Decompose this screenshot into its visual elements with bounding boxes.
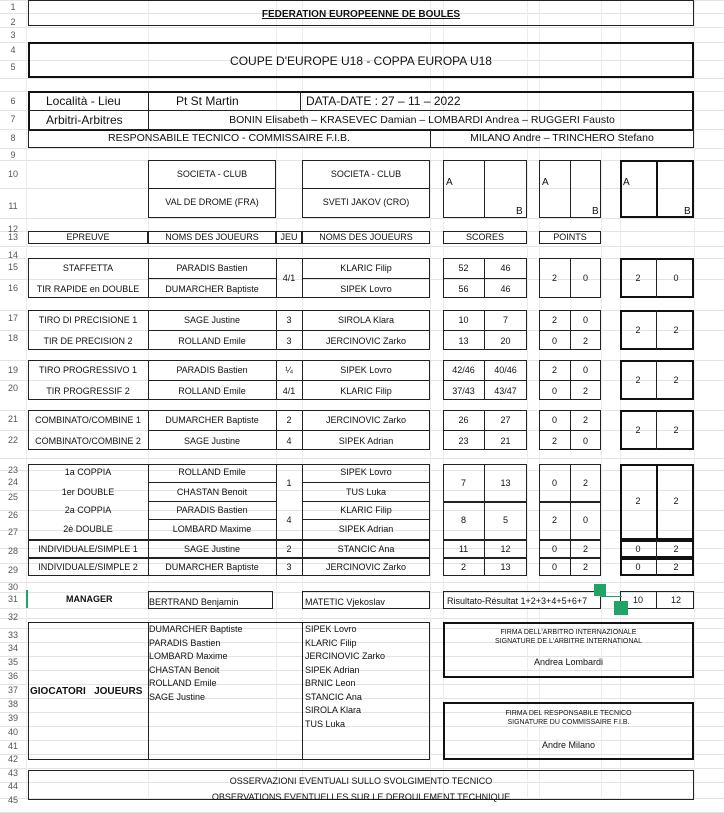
points-b-cell: 0 bbox=[582, 273, 588, 283]
score-a-cell: 42/46 bbox=[452, 365, 475, 375]
club-label-a: SOCIETA - CLUB bbox=[176, 169, 248, 179]
player-a-cell: DUMARCHER Baptiste bbox=[165, 562, 259, 572]
epreuve-cell: TIRO DI PRECISIONE 1 bbox=[38, 315, 138, 325]
epreuve-cell: TIR DE PRECISION 2 bbox=[43, 336, 133, 346]
total-b-cell: 2 bbox=[673, 562, 679, 572]
points-b-cell: 0 bbox=[582, 365, 588, 375]
col-epreuve: EPREUVE bbox=[66, 232, 110, 242]
player-a-cell: PARADIS Bastien bbox=[176, 365, 248, 375]
score-b-cell: 21 bbox=[500, 436, 511, 446]
player-a-cell: PARADIS Bastien bbox=[176, 263, 248, 273]
row-number[interactable]: 35 bbox=[7, 657, 18, 667]
row-number[interactable]: 24 bbox=[7, 477, 18, 487]
row-number[interactable]: 3 bbox=[10, 30, 16, 40]
row-number[interactable]: 25 bbox=[7, 492, 18, 502]
club-a: VAL DE DROME (FRA) bbox=[165, 197, 259, 207]
player-b-name: BRNIC Leon bbox=[305, 678, 356, 688]
total-a-cell: 2 bbox=[635, 375, 641, 385]
player-a-name: DUMARCHER Baptiste bbox=[149, 624, 243, 634]
player-a-cell: ROLLAND Emile bbox=[178, 336, 246, 346]
row-number[interactable]: 34 bbox=[7, 643, 18, 653]
row-number[interactable]: 18 bbox=[7, 333, 18, 343]
player-a-cell: DUMARCHER Baptiste bbox=[165, 415, 259, 425]
row-number[interactable]: 6 bbox=[10, 96, 16, 106]
total-b-cell: 2 bbox=[673, 325, 679, 335]
row-number[interactable]: 38 bbox=[7, 699, 18, 709]
player-b-cell: SIPEK Adrian bbox=[338, 436, 394, 446]
col-points: POINTS bbox=[553, 232, 587, 242]
score-a-cell: 11 bbox=[458, 544, 469, 554]
epreuve-cell: COMBINATO/COMBINE 2 bbox=[35, 436, 141, 446]
row-number[interactable]: 12 bbox=[7, 224, 18, 234]
col-noms-b: NOMS DES JOUEURS bbox=[319, 232, 413, 242]
club-label-b: SOCIETA - CLUB bbox=[330, 169, 402, 179]
player-a-name: ROLLAND Emile bbox=[149, 678, 217, 688]
score-a-cell: 26 bbox=[458, 415, 469, 425]
row-number[interactable]: 8 bbox=[10, 133, 16, 143]
row-number[interactable]: 1 bbox=[10, 2, 16, 12]
score-a-cell: 56 bbox=[458, 284, 469, 294]
total-b-cell: 2 bbox=[673, 544, 679, 554]
player-a-cell: DUMARCHER Baptiste bbox=[165, 284, 259, 294]
player-b-cell: STANCIC Ana bbox=[337, 544, 395, 554]
total-a-cell: 2 bbox=[635, 273, 641, 283]
row-number[interactable]: 36 bbox=[7, 671, 18, 681]
player-b-name: TUS Luka bbox=[305, 718, 346, 729]
row-number[interactable]: 17 bbox=[7, 313, 18, 323]
row-number[interactable]: 33 bbox=[7, 630, 18, 640]
score-b-cell: 46 bbox=[500, 263, 511, 273]
player-b-cell: KLARIC Filip bbox=[340, 263, 392, 273]
row-number[interactable]: 31 bbox=[7, 594, 18, 604]
epreuve-cell: INDIVIDUALE/SIMPLE 1 bbox=[38, 544, 138, 554]
total-a-cell: 2 bbox=[635, 425, 641, 435]
row-number[interactable]: 7 bbox=[10, 114, 16, 124]
player-b-cell: KLARIC Filip bbox=[340, 386, 392, 396]
scores-ab-box bbox=[443, 160, 527, 218]
points-a-cell: 0 bbox=[551, 336, 557, 346]
location-label: Località - Lieu bbox=[46, 94, 121, 108]
result-a: 10 bbox=[632, 595, 643, 605]
row-number[interactable]: 29 bbox=[7, 565, 18, 575]
points-b-cell: 2 bbox=[582, 544, 588, 554]
total-b-cell: 2 bbox=[673, 375, 679, 385]
date-value: DATA-DATE : 27 – 11 – 2022 bbox=[306, 94, 461, 108]
points-a-cell: 0 bbox=[551, 415, 557, 425]
player-a-name: SAGE Justine bbox=[149, 691, 206, 702]
row-number[interactable]: 19 bbox=[7, 365, 18, 375]
player-b-cell: JERCINOVIC Zarko bbox=[325, 415, 406, 425]
player-a-cell: SAGE Justine bbox=[183, 315, 241, 325]
score-a-cell: 10 bbox=[458, 315, 469, 325]
points-a-cell: 2 bbox=[551, 273, 557, 283]
total-b-cell: 0 bbox=[673, 273, 679, 283]
total-b-cell: 2 bbox=[673, 425, 679, 435]
epreuve-cell: STAFFETTA bbox=[62, 263, 114, 273]
player-a-name: CHASTAN Benoit bbox=[149, 664, 220, 675]
page-title: COUPE D'EUROPE U18 - COPPA EUROPA U18 bbox=[230, 54, 492, 68]
tech-signature-box: FIRMA DEL RESPONSABILE TECNICO SIGNATURE DU COMMISSAIRE F.I.B. Andre Milano bbox=[443, 702, 694, 760]
total-a-cell: 0 bbox=[635, 544, 641, 554]
selection-handle-top[interactable] bbox=[594, 584, 606, 596]
col-jeu: JEU bbox=[280, 232, 298, 242]
referee-signature: Andrea Lombardi bbox=[533, 657, 604, 667]
club-b: SVETI JAKOV (CRO) bbox=[322, 197, 410, 207]
row-number[interactable]: 5 bbox=[10, 62, 16, 72]
player-a-name: LOMBARD Maxime bbox=[149, 651, 228, 661]
epreuve-cell: TIRO PROGRESSIVO 1 bbox=[38, 365, 138, 375]
row-number[interactable]: 30 bbox=[7, 582, 18, 592]
row-number[interactable]: 2 bbox=[10, 17, 16, 27]
player-b-cell: JERCINOVIC Zarko bbox=[325, 336, 406, 346]
result-b: 12 bbox=[670, 595, 681, 605]
referees-value: BONIN Elisabeth – KRASEVEC Damian – LOMBARDI Andrea – RUGGERI Fausto bbox=[229, 114, 615, 126]
players-label: GIOCATORI JOUEURS bbox=[30, 686, 143, 697]
row-number[interactable]: 37 bbox=[7, 685, 18, 695]
title-box bbox=[28, 42, 694, 78]
row-number[interactable]: 23 bbox=[7, 465, 18, 475]
player-a-cell: ROLLAND Emile bbox=[178, 386, 246, 396]
row-number[interactable]: 21 bbox=[7, 414, 18, 424]
row-number[interactable]: 15 bbox=[7, 262, 18, 272]
federation-title: FEDERATION EUROPEENNE DE BOULES bbox=[261, 9, 461, 20]
epreuve-cell: COMBINATO/COMBINE 1 bbox=[35, 415, 141, 425]
points-a-cell: 2 bbox=[551, 436, 557, 446]
score-b-cell: 27 bbox=[500, 415, 511, 425]
row-number[interactable]: 45 bbox=[7, 795, 18, 805]
row-number[interactable]: 39 bbox=[7, 713, 18, 723]
score-b-cell: 13 bbox=[500, 562, 511, 572]
points-b-cell: 2 bbox=[582, 415, 588, 425]
score-a-cell: 23 bbox=[458, 436, 469, 446]
jeu-cell: 2 bbox=[286, 544, 292, 554]
player-b-cell: SIPEK Lovro bbox=[340, 284, 392, 294]
tech-value: MILANO Andre – TRINCHERO Stefano bbox=[470, 132, 654, 144]
score-b-cell: 20 bbox=[500, 336, 511, 346]
score-b-cell: 43/47 bbox=[494, 386, 517, 396]
row-number[interactable]: 44 bbox=[7, 781, 18, 791]
player-b-name: STANCIC Ana bbox=[305, 691, 362, 702]
col-scores: SCORES bbox=[465, 232, 504, 242]
epreuve-cell: INDIVIDUALE/SIMPLE 2 bbox=[38, 562, 138, 572]
active-row-indicator bbox=[26, 590, 28, 608]
points-a-cell: 0 bbox=[551, 386, 557, 396]
player-b-name: JERCINOVIC Zarko bbox=[305, 651, 386, 661]
points-b-cell: 0 bbox=[582, 436, 588, 446]
epreuve-cell: TIR RAPIDE en DOUBLE bbox=[36, 284, 140, 294]
row-number[interactable]: 10 bbox=[7, 169, 18, 179]
selection-handle-bottom[interactable] bbox=[614, 601, 628, 615]
player-b-name: SIPEK Lovro bbox=[305, 624, 357, 634]
score-b-cell: 40/46 bbox=[494, 365, 517, 375]
tech-label: RESPONSABILE TECNICO - COMMISSAIRE F.I.B. bbox=[108, 132, 350, 144]
player-a-cell: SAGE Justine bbox=[183, 544, 241, 554]
row-number[interactable]: 32 bbox=[7, 612, 18, 622]
row-number[interactable]: 16 bbox=[7, 283, 18, 293]
row-number[interactable]: 28 bbox=[7, 546, 18, 556]
row-number[interactable]: 40 bbox=[7, 727, 18, 737]
score-a-cell: 2 bbox=[460, 562, 466, 572]
points-b-cell: 2 bbox=[582, 386, 588, 396]
total-a-cell: 2 bbox=[635, 325, 641, 335]
result-label: Risultato-Résultat 1+2+3+4+5+6+7 bbox=[447, 596, 588, 606]
row-number[interactable]: 14 bbox=[7, 250, 18, 260]
player-b-name: SIPEK Adrian bbox=[305, 664, 360, 675]
row-number[interactable]: 26 bbox=[7, 510, 18, 520]
player-b-cell: JERCINOVIC Zarko bbox=[325, 562, 406, 572]
points-a-cell: 0 bbox=[551, 562, 557, 572]
row-number[interactable]: 11 bbox=[8, 201, 18, 211]
row-number[interactable]: 43 bbox=[7, 768, 18, 778]
referees-label: Arbitri-Arbitres bbox=[46, 113, 123, 127]
observations-box bbox=[28, 770, 694, 800]
manager-a: BERTRAND Benjamin bbox=[149, 597, 239, 607]
player-b-name: KLARIC Filip bbox=[305, 637, 357, 648]
total-a-cell: 0 bbox=[635, 562, 641, 572]
location-value: Pt St Martin bbox=[176, 94, 239, 108]
score-b-cell: 46 bbox=[500, 284, 511, 294]
player-b-cell: SIPEK Lovro bbox=[340, 365, 392, 375]
points-b-cell: 2 bbox=[582, 336, 588, 346]
jeu-cell: 3 bbox=[286, 336, 292, 346]
points-a-cell: 0 bbox=[551, 544, 557, 554]
player-b-cell: SIROLA Klara bbox=[337, 315, 395, 325]
points-a-cell: 2 bbox=[551, 365, 557, 375]
points-b-cell: 0 bbox=[582, 315, 588, 325]
manager-label: MANAGER bbox=[66, 594, 113, 604]
points-a-cell: 2 bbox=[551, 315, 557, 325]
row-number[interactable]: 22 bbox=[7, 435, 18, 445]
row-number[interactable]: 41 bbox=[7, 741, 18, 751]
points-b-cell: 2 bbox=[582, 562, 588, 572]
player-a-cell: SAGE Justine bbox=[183, 436, 241, 446]
row-number[interactable]: 9 bbox=[10, 150, 16, 160]
jeu-cell: 3 bbox=[286, 315, 292, 325]
col-noms-a: NOMS DES JOUEURS bbox=[165, 232, 259, 242]
tech-signature: Andre Milano bbox=[541, 740, 596, 750]
row-number[interactable]: 20 bbox=[7, 383, 18, 393]
row-number[interactable]: 13 bbox=[7, 232, 18, 242]
manager-b: MATETIC Vjekoslav bbox=[305, 597, 385, 607]
referee-signature-box: FIRMA DELL'ARBITRO INTERNAZIONALE SIGNATURE DE L'ARBITRE INTERNATIONAL Andrea Lombardi bbox=[443, 622, 694, 678]
observations-line1: OSSERVAZIONI EVENTUALI SULLO SVOLGIMENTO TECNICO bbox=[229, 776, 493, 786]
jeu-cell: 4 bbox=[286, 436, 292, 446]
federation-box bbox=[28, 0, 694, 26]
epreuve-cell: TIR PROGRESSIF 2 bbox=[46, 386, 130, 396]
score-a-cell: 52 bbox=[458, 263, 469, 273]
score-a-cell: 13 bbox=[458, 336, 469, 346]
row-number[interactable]: 4 bbox=[10, 45, 16, 55]
jeu-cell: 4/1 bbox=[282, 386, 296, 396]
row-number[interactable]: 27 bbox=[7, 527, 18, 537]
score-b-cell: 12 bbox=[500, 544, 511, 554]
jeu-cell: 3 bbox=[286, 562, 292, 572]
jeu-cell: ¼ bbox=[285, 365, 293, 375]
player-a-name: PARADIS Bastien bbox=[149, 637, 221, 648]
observations-line2: OBSERVATIONS EVENTUELLES SUR LE DEROULEMENT TECHNIQUE bbox=[211, 792, 511, 802]
jeu-cell: 2 bbox=[286, 415, 292, 425]
row-number[interactable]: 42 bbox=[7, 754, 18, 764]
score-a-cell: 37/43 bbox=[452, 386, 475, 396]
score-b-cell: 7 bbox=[502, 315, 508, 325]
player-b-name: SIROLA Klara bbox=[305, 705, 362, 715]
jeu-cell: 4/1 bbox=[282, 273, 296, 283]
